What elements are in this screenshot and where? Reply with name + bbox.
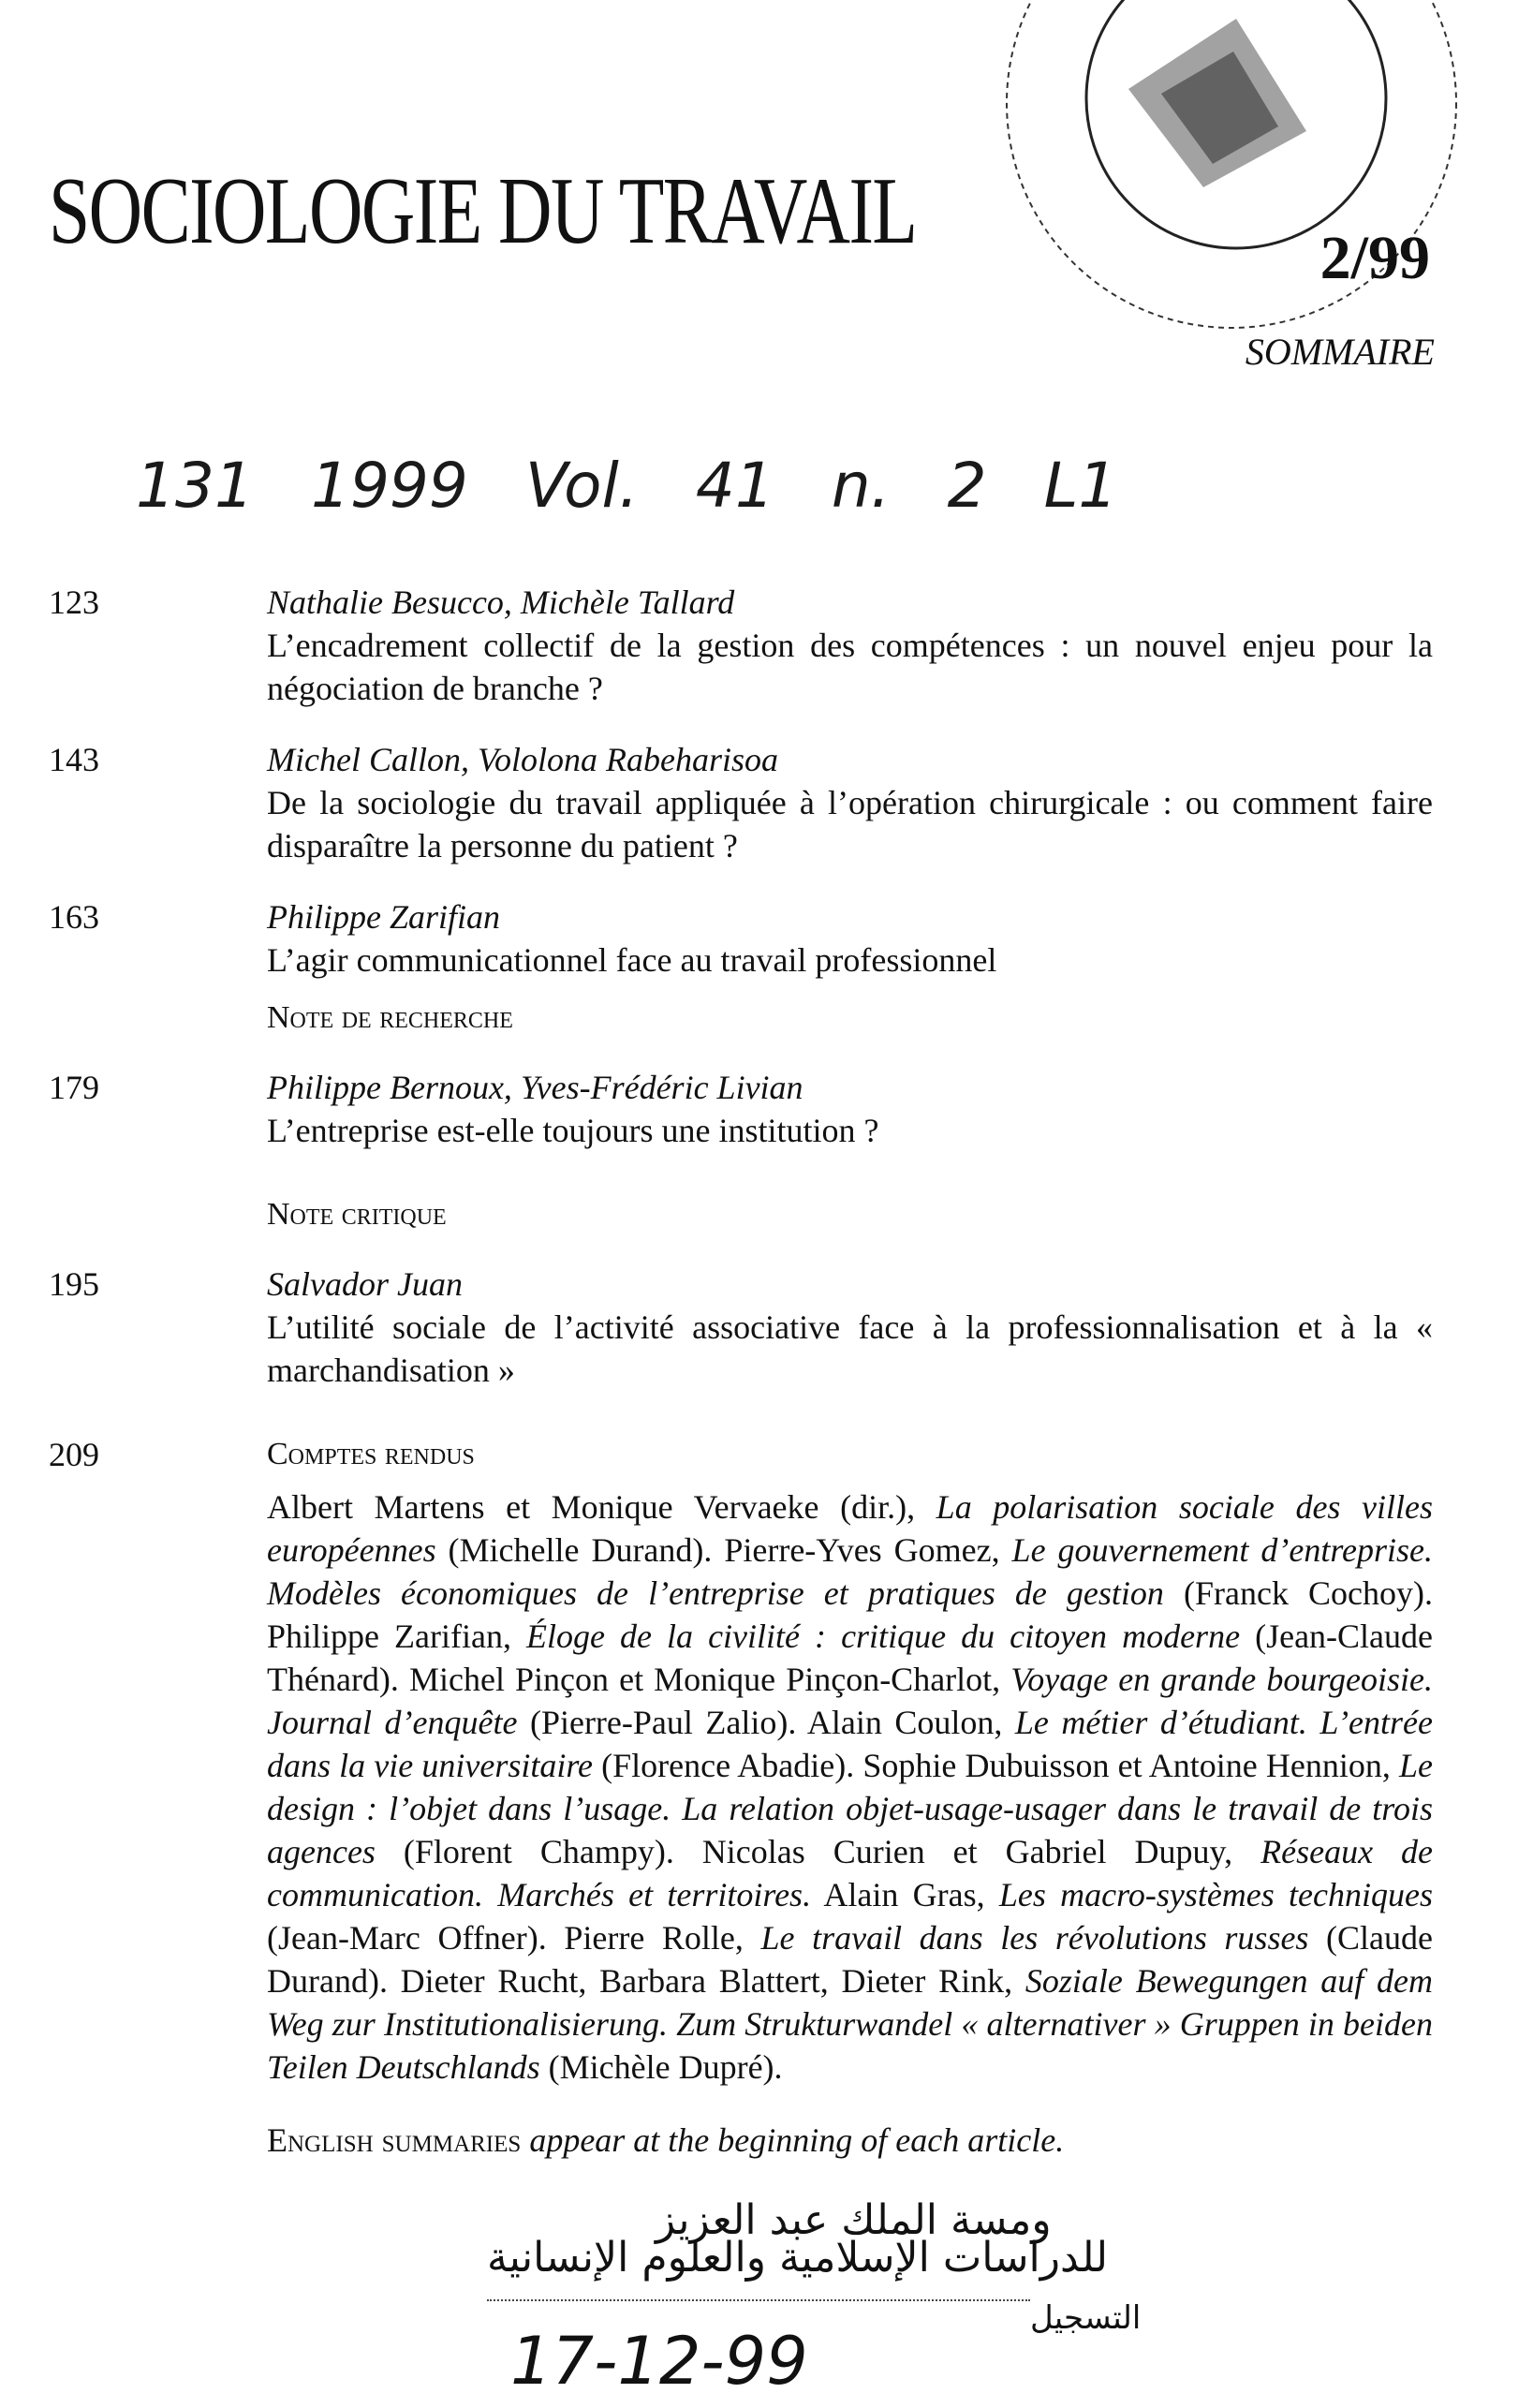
sommaire-heading: SOMMAIRE	[1245, 331, 1435, 373]
review-text: (Pierre-Paul Zalio). Alain Coulon,	[517, 1704, 1015, 1741]
toc-entry	[49, 895, 1433, 982]
review-text: (Claude Durand). Dieter Rucht, Barbara Blattert, Dieter Rink,	[267, 1919, 1434, 2000]
review-text: Alain Gras,	[811, 1876, 999, 1913]
toc-authors: Nathalie Besucco, Michèle Tallard	[267, 584, 735, 621]
review-book-title: Le gouvernement d’entreprise. Modèles économiques de l’entreprise et pratiques de gestion	[267, 1531, 1433, 1612]
review-book-title: Voyage en grande bourgeoisie. Journal d’enquête	[267, 1661, 1433, 1741]
review-book-title: Réseaux de communication. Marchés et territoires.	[267, 1833, 1433, 1913]
english-summaries-text: appear at the beginning of each article.	[521, 2121, 1065, 2159]
handwritten-date: 17-12-99	[510, 2323, 808, 2400]
review-book-title: Soziale Bewegungen auf dem Weg zur Institutionalisierung. Zum Strukturwandel « alternativer » Gruppen in beiden Teilen Deutschlands	[267, 1962, 1433, 2086]
review-text: (Michèle Dupré).	[539, 2048, 783, 2086]
stamp-arabic-line-2: للدراسات الإسلامية والعلوم الإنسانية	[487, 2234, 1109, 2282]
stamp-arabic-line-1: ومسة الملك عبد العزيز	[656, 2196, 1052, 2244]
toc-title: L’utilité sociale de l’activité associative face à la professionnalisation et à la « marchandisation »	[267, 1308, 1433, 1389]
review-book-title: Les macro-systèmes techniques	[998, 1876, 1434, 1913]
toc-page-number: 163	[49, 898, 99, 936]
review-text: (Florent Champy). Nicolas Curien et Gabriel Dupuy,	[375, 1833, 1261, 1870]
section-label-note-recherche: Note de recherche	[267, 1000, 513, 1035]
toc-authors: Salvador Juan	[267, 1265, 463, 1303]
review-text: (Jean-Claude Thénard). Michel Pinçon et Monique Pinçon-Charlot,	[267, 1618, 1434, 1698]
review-text: (Florence Abadie). Sophie Dubuisson et Antoine Hennion,	[593, 1747, 1400, 1784]
toc-authors: Philippe Bernoux, Yves-Frédéric Livian	[267, 1069, 803, 1106]
toc-page-number: 143	[49, 741, 99, 778]
table-of-contents	[49, 581, 1433, 2162]
toc-title: L’agir communicationnel face au travail professionnel	[267, 941, 997, 979]
toc-page-number: 195	[49, 1265, 99, 1303]
toc-authors: Philippe Zarifian	[267, 898, 501, 936]
handwritten-catalog-note: 131 1999 Vol. 41 n. 2 L1	[136, 450, 1118, 522]
english-summaries-label: English summaries	[267, 2121, 522, 2159]
toc-title: De la sociologie du travail appliquée à l’opération chirurgicale : ou comment faire disparaître la personne du patient ?	[267, 784, 1433, 864]
toc-page-number: 123	[49, 584, 99, 621]
section-label-note-critique: Note critique	[267, 1197, 447, 1232]
english-summaries-note	[267, 2119, 1433, 2162]
toc-page-number: 209	[49, 1436, 99, 1473]
comptes-rendus-header	[49, 1433, 1433, 1476]
registration-dotted-line	[487, 2299, 1030, 2301]
review-text: (Jean-Marc Offner). Pierre Rolle,	[267, 1919, 761, 1957]
book-reviews-paragraph	[267, 1485, 1433, 2089]
review-text: Albert Martens et Monique Vervaeke (dir.),	[267, 1488, 936, 1526]
toc-title: L’entreprise est-elle toujours une institution ?	[267, 1112, 879, 1149]
toc-entry	[49, 1066, 1433, 1152]
toc-entry	[49, 581, 1433, 710]
section-label-comptes-rendus: Comptes rendus	[267, 1437, 475, 1471]
toc-entry	[49, 1263, 1433, 1392]
review-book-title: Le travail dans les révolutions russes	[760, 1919, 1309, 1957]
toc-authors: Michel Callon, Vololona Rabeharisoa	[267, 741, 778, 778]
review-book-title: Le métier d’étudiant. L’entrée dans la vie universitaire	[267, 1704, 1434, 1784]
issue-number: 2/99	[1319, 224, 1430, 292]
review-book-title: Le design : l’objet dans l’usage. La relation objet-usage-usager dans le travail de trois agences	[267, 1747, 1434, 1870]
review-text: (Franck Cochoy). Philippe Zarifian,	[267, 1574, 1433, 1655]
toc-entry	[49, 738, 1433, 867]
review-text: (Michelle Durand). Pierre-Yves Gomez,	[435, 1531, 1012, 1569]
review-book-title: Éloge de la civilité : critique du citoyen moderne	[526, 1618, 1241, 1655]
toc-page-number: 179	[49, 1069, 99, 1106]
stamp-arabic-register: التسجيل	[1030, 2299, 1142, 2337]
journal-title: SOCIOLOGIE DU TRAVAIL	[49, 158, 917, 264]
review-book-title: La polarisation sociale des villes européennes	[267, 1488, 1433, 1569]
toc-title: L’encadrement collectif de la gestion des compétences : un nouvel enjeu pour la négociation de branche ?	[267, 627, 1433, 707]
